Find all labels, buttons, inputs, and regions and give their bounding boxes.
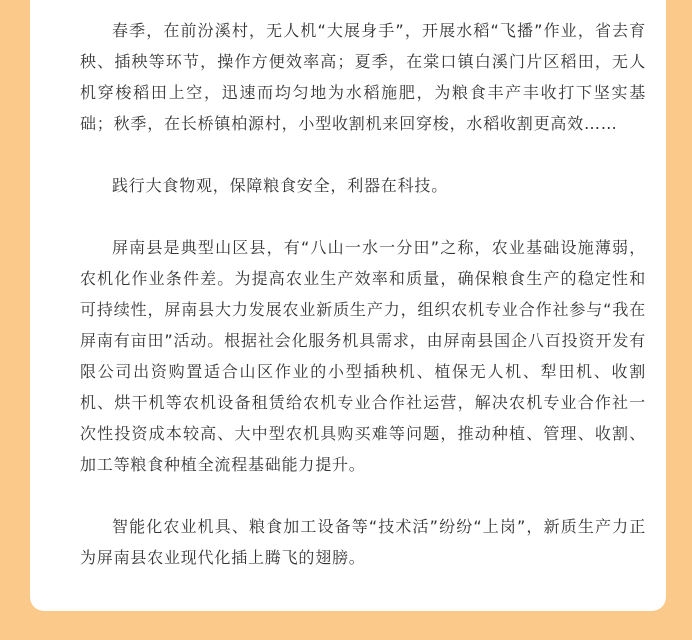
paragraph-spacer	[80, 139, 646, 170]
article-paragraph-4: 智能化农业机具、粮食加工设备等“技术活”纷纷“上岗”，新质生产力正为屏南县农业现代化插上腾飞的翅膀。	[80, 517, 646, 567]
paragraph-spacer	[80, 201, 646, 232]
article-card	[30, 0, 666, 611]
article-paragraph-1: 春季，在前汾溪村，无人机“大展身手”，开展水稻“飞播”作业，省去育秧、插秧等环节，操作方便效率高；夏季，在棠口镇白溪门片区稻田，无人机穿梭稻田上空，迅速而均匀地为水稻施肥，为粮食丰产丰收打下坚实基础；秋季，在长桥镇柏源村，小型收割机来回穿梭，水稻收割更高效……	[80, 21, 646, 133]
paragraph-spacer	[80, 480, 646, 511]
article-paragraph-2: 践行大食物观，保障粮食安全，利器在科技。	[112, 176, 449, 195]
article-paragraph-3: 屏南县是典型山区县，有“八山一水一分田”之称，农业基础设施薄弱，农机化作业条件差。为提高农业生产效率和质量，确保粮食生产的稳定性和可持续性，屏南县大力发展农业新质生产力，组织农机专业合作社参与“我在屏南有亩田”活动。根据社会化服务机具需求，由屏南县国企八百投资开发有限公司出资购置适合山区作业的小型插秧机、植保无人机、犁田机、收割机、烘干机等农机设备租赁给农机专业合作社运营，解决农机专业合作社一次性投资成本较高、大中型农机具购买难等问题，推动种植、管理、收割、加工等粮食种植全流程基础能力提升。	[80, 238, 646, 474]
